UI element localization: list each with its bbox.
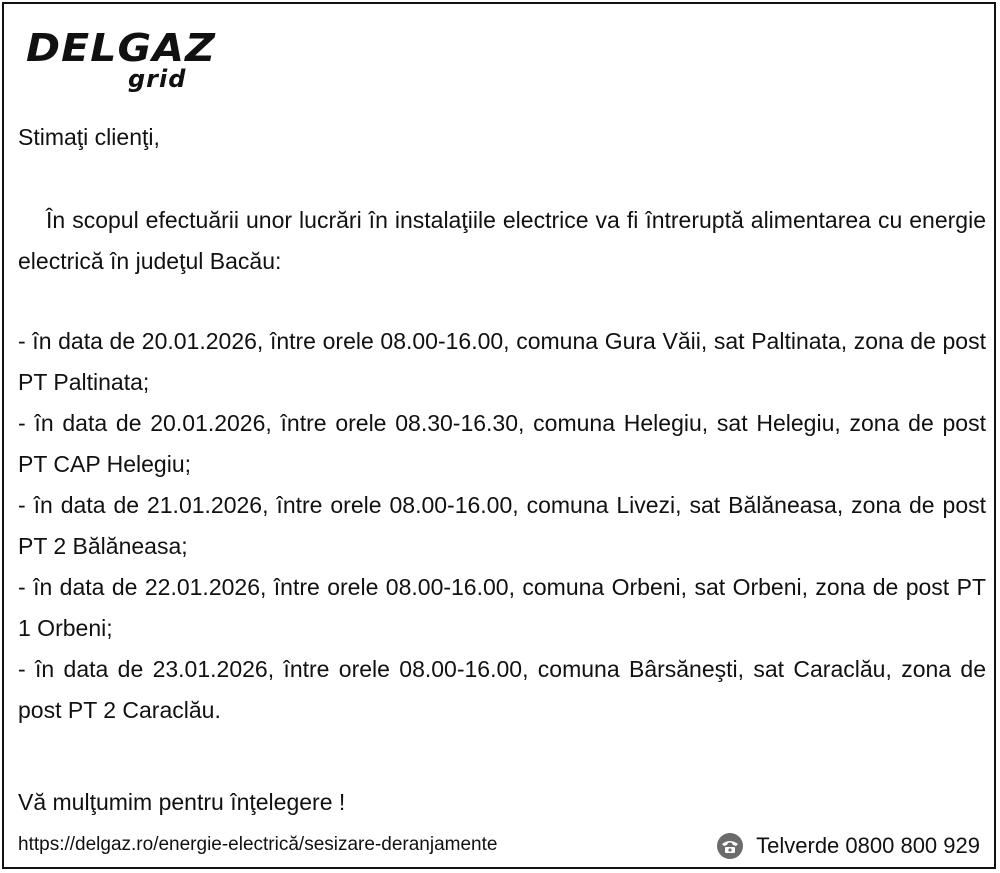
footer-phone [716,832,980,860]
outage-item: - în data de 22.01.2026, între orele 08.00-16.00, comuna Orbeni, sat Orbeni, zona de post PT 1 Orbeni; [18,574,986,641]
outage-item: - în data de 21.01.2026, între orele 08.00-16.00, comuna Livezi, sat Bălăneasa, zona de post PT 2 Bălăneasa; [18,492,986,559]
outage-item: - în data de 23.01.2026, între orele 08.00-16.00, comuna Bârsăneşti, sat Caraclău, zona de post PT 2 Caraclău. [18,656,986,723]
outage-item: - în data de 20.01.2026, între orele 08.00-16.00, comuna Gura Văii, sat Paltinata, zona de post PT Paltinata; [18,328,986,395]
thanks-line: Vă mulţumim pentru înţelegere ! [18,789,346,815]
footer-url[interactable]: https://delgaz.ro/energie-electrică/sesizare-deranjamente [18,834,498,855]
phone-number: Telverde 0800 800 929 [756,833,980,858]
logo-brand: DELGAZ [26,26,216,70]
outage-list [18,321,986,731]
logo-sub: grid [128,65,187,93]
greeting: Stimaţi clienţi, [18,124,160,150]
delgaz-grid-logo [26,26,216,98]
telephone-icon [716,832,744,860]
intro-paragraph: În scopul efectuării unor lucrări în instalaţiile electrice va fi întreruptă alimentarea cu energie electrică în judeţul Bacău: [18,207,986,274]
outage-item: - în data de 20.01.2026, între orele 08.30-16.30, comuna Helegiu, sat Helegiu, zona de post PT CAP Helegiu; [18,410,986,477]
